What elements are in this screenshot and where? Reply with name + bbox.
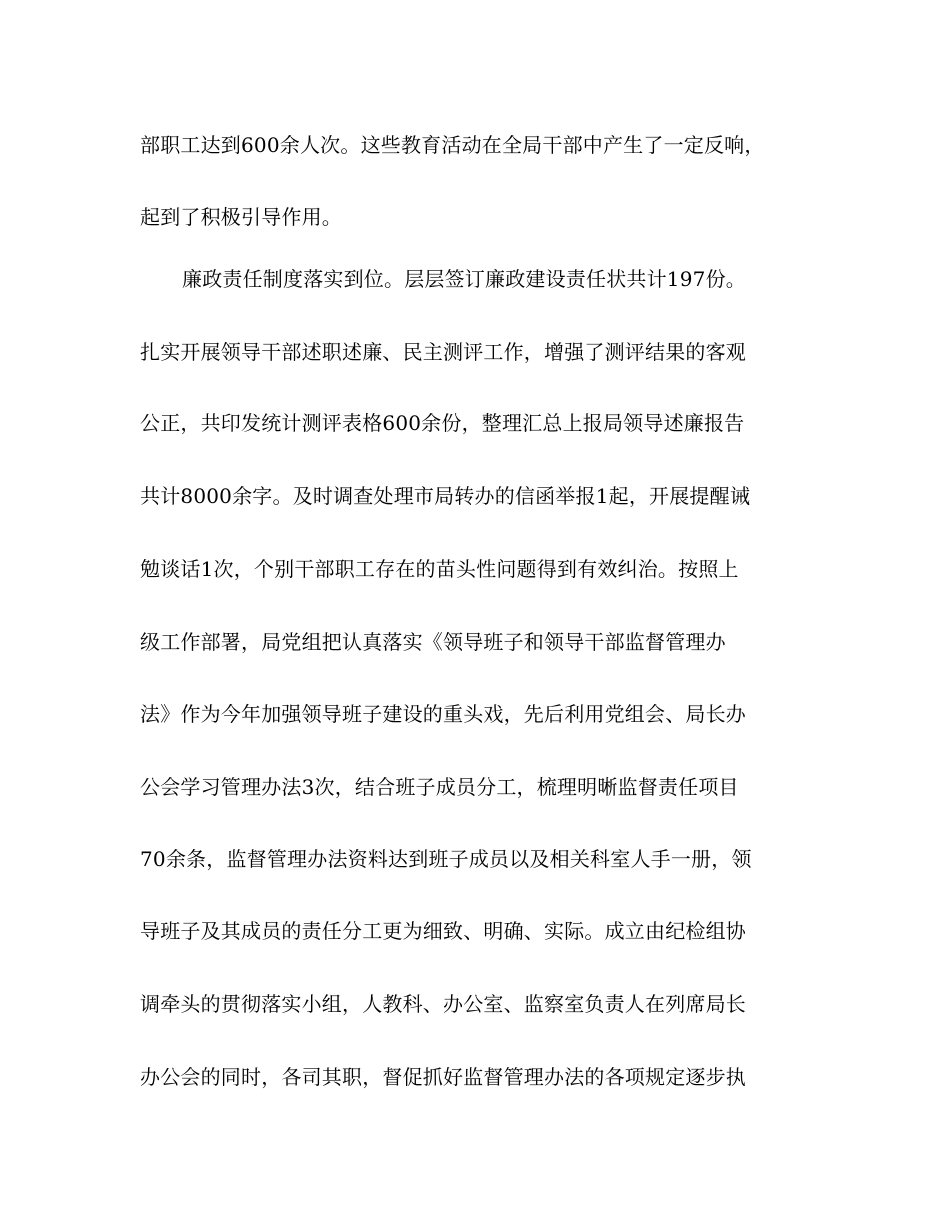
text-line: 导班子及其成员的责任分工更为细致、明确、实际。成立由纪检组协: [140, 919, 746, 943]
text-line: 法》作为今年加强领导班子建设的重头戏，先后利用党组会、局长办: [140, 702, 746, 726]
text-line: 共计8000余字。及时调查处理市局转办的信函举报1起，开展提醒诫: [140, 484, 751, 508]
text-line: 公会学习管理办法3次，结合班子成员分工，梳理明晰监督责任项目: [140, 775, 739, 799]
text-line: 级工作部署，局党组把认真落实《领导班子和领导干部监督管理办: [140, 630, 726, 654]
text-line: 公正，共印发统计测评表格600余份，整理汇总上报局领导述廉报告: [140, 411, 745, 435]
text-line: 办公会的同时，各司其职，督促抓好监督管理办法的各项规定逐步执: [140, 1065, 746, 1089]
text-line: 起到了积极引导作用。: [140, 205, 342, 229]
text-line: 扎实开展领导干部述职述廉、民主测评工作，增强了测评结果的客观: [140, 340, 746, 364]
text-line: 部职工达到600余人次。这些教育活动在全局干部中产生了一定反响，: [140, 133, 765, 157]
text-line: 调牵头的贯彻落实小组，人教科、办公室、监察室负责人在列席局长: [140, 992, 746, 1016]
text-line: 70余条，监督管理办法资料达到班子成员以及相关科室人手一册，领: [140, 847, 752, 871]
text-line: 勉谈话1次，个别干部职工存在的苗头性问题得到有效纠治。按照上: [140, 557, 739, 581]
paragraph-first-line: 廉政责任制度落实到位。层层签订廉政建设责任状共计197份。: [182, 267, 746, 291]
